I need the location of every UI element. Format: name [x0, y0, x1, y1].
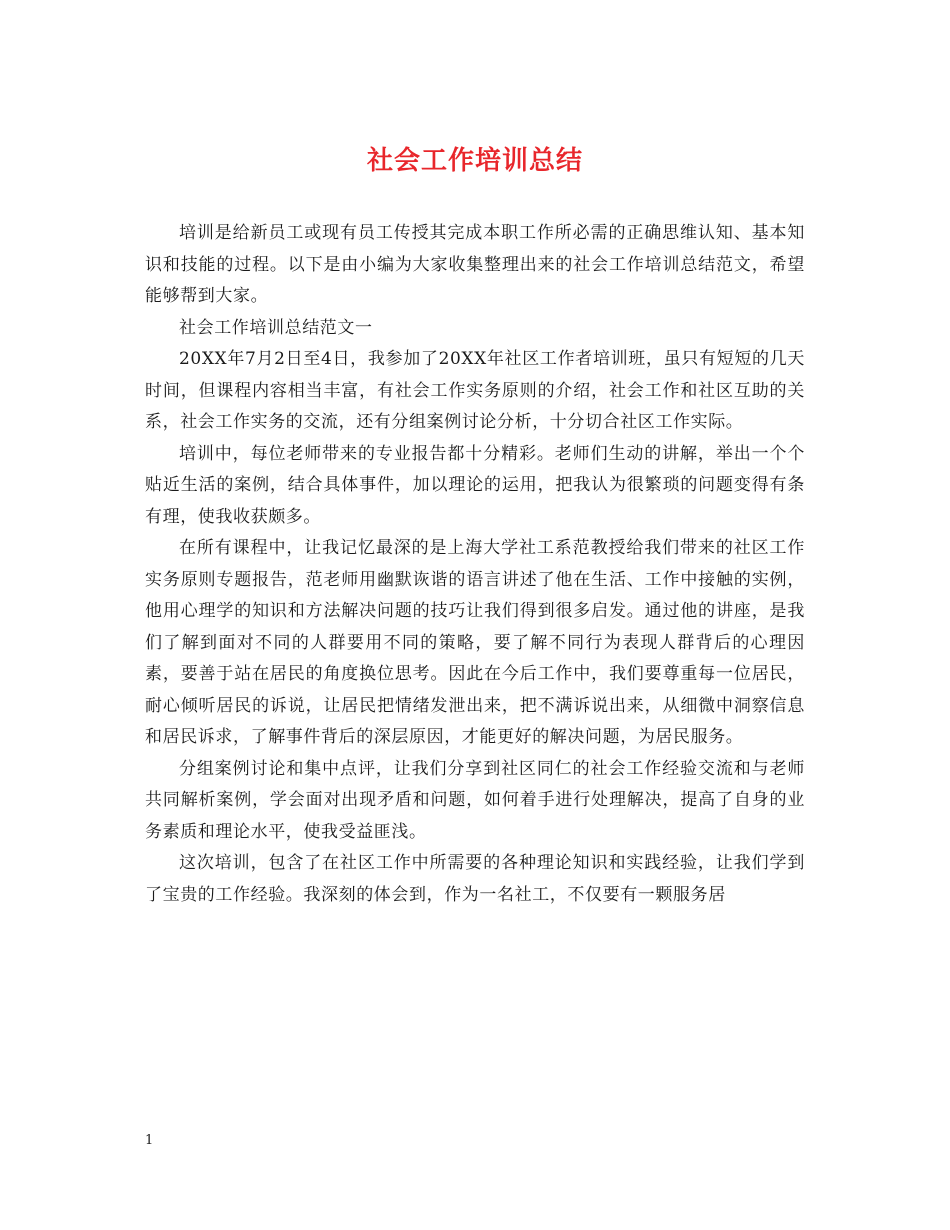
- paragraph-group-discussion: 分组案例讨论和集中点评，让我们分享到社区同仁的社会工作经验交流和与老师共同解析案例，学会面对出现矛盾和问题，如何着手进行处理解决，提高了自身的业务素质和理论水平，使我受益匪浅。: [145, 758, 805, 842]
- paragraph-training-dates: 20XX年7月2日至4日，我参加了20XX年社区工作者培训班，虽只有短短的几天时间，但课程内容相当丰富，有社会工作实务原则的介绍，社会工作和社区互助的关系，社会工作实务的交流，还有分组案例讨论分析，十分切合社区工作实际。: [145, 349, 805, 432]
- paragraph-teachers: 培训中，每位老师带来的专业报告都十分精彩。老师们生动的讲解，举出一个个贴近生活的案例，结合具体事件，加以理论的运用，把我认为很繁琐的问题变得有条有理，使我收获颇多。: [145, 443, 805, 527]
- document-body: [145, 218, 805, 911]
- paragraph-subheading: 社会工作培训总结范文一: [179, 317, 373, 338]
- page-number: 1: [145, 1133, 154, 1148]
- paragraph-course-memory: 在所有课程中，让我记忆最深的是上海大学社工系范教授给我们带来的社区工作实务原则专题报告，范老师用幽默诙谐的语言讲述了他在生活、工作中接触的实例，他用心理学的知识和方法解决问题的技巧让我们得到很多启发。通过他的讲座，是我们了解到面对不同的人群要用不同的策略，要了解不同行为表现人群背后的心理因素，要善于站在居民的角度换位思考。因此在今后工作中，我们要尊重每一位居民，耐心倾听居民的诉说，让居民把情绪发泄出来，把不满诉说出来，从细微中洞察信息和居民诉求，了解事件背后的深层原因，才能更好的解决问题，为居民服务。: [145, 538, 805, 747]
- paragraph-conclusion: 这次培训，包含了在社区工作中所需要的各种理论知识和实践经验，让我们学到了宝贵的工作经验。我深刻的体会到，作为一名社工，不仅要有一颗服务居: [145, 853, 805, 905]
- paragraph-intro: 培训是给新员工或现有员工传授其完成本职工作所必需的正确思维认知、基本知识和技能的过程。以下是由小编为大家收集整理出来的社会工作培训总结范文，希望能够帮到大家。: [145, 223, 805, 306]
- document-title: 社会工作培训总结: [366, 146, 583, 176]
